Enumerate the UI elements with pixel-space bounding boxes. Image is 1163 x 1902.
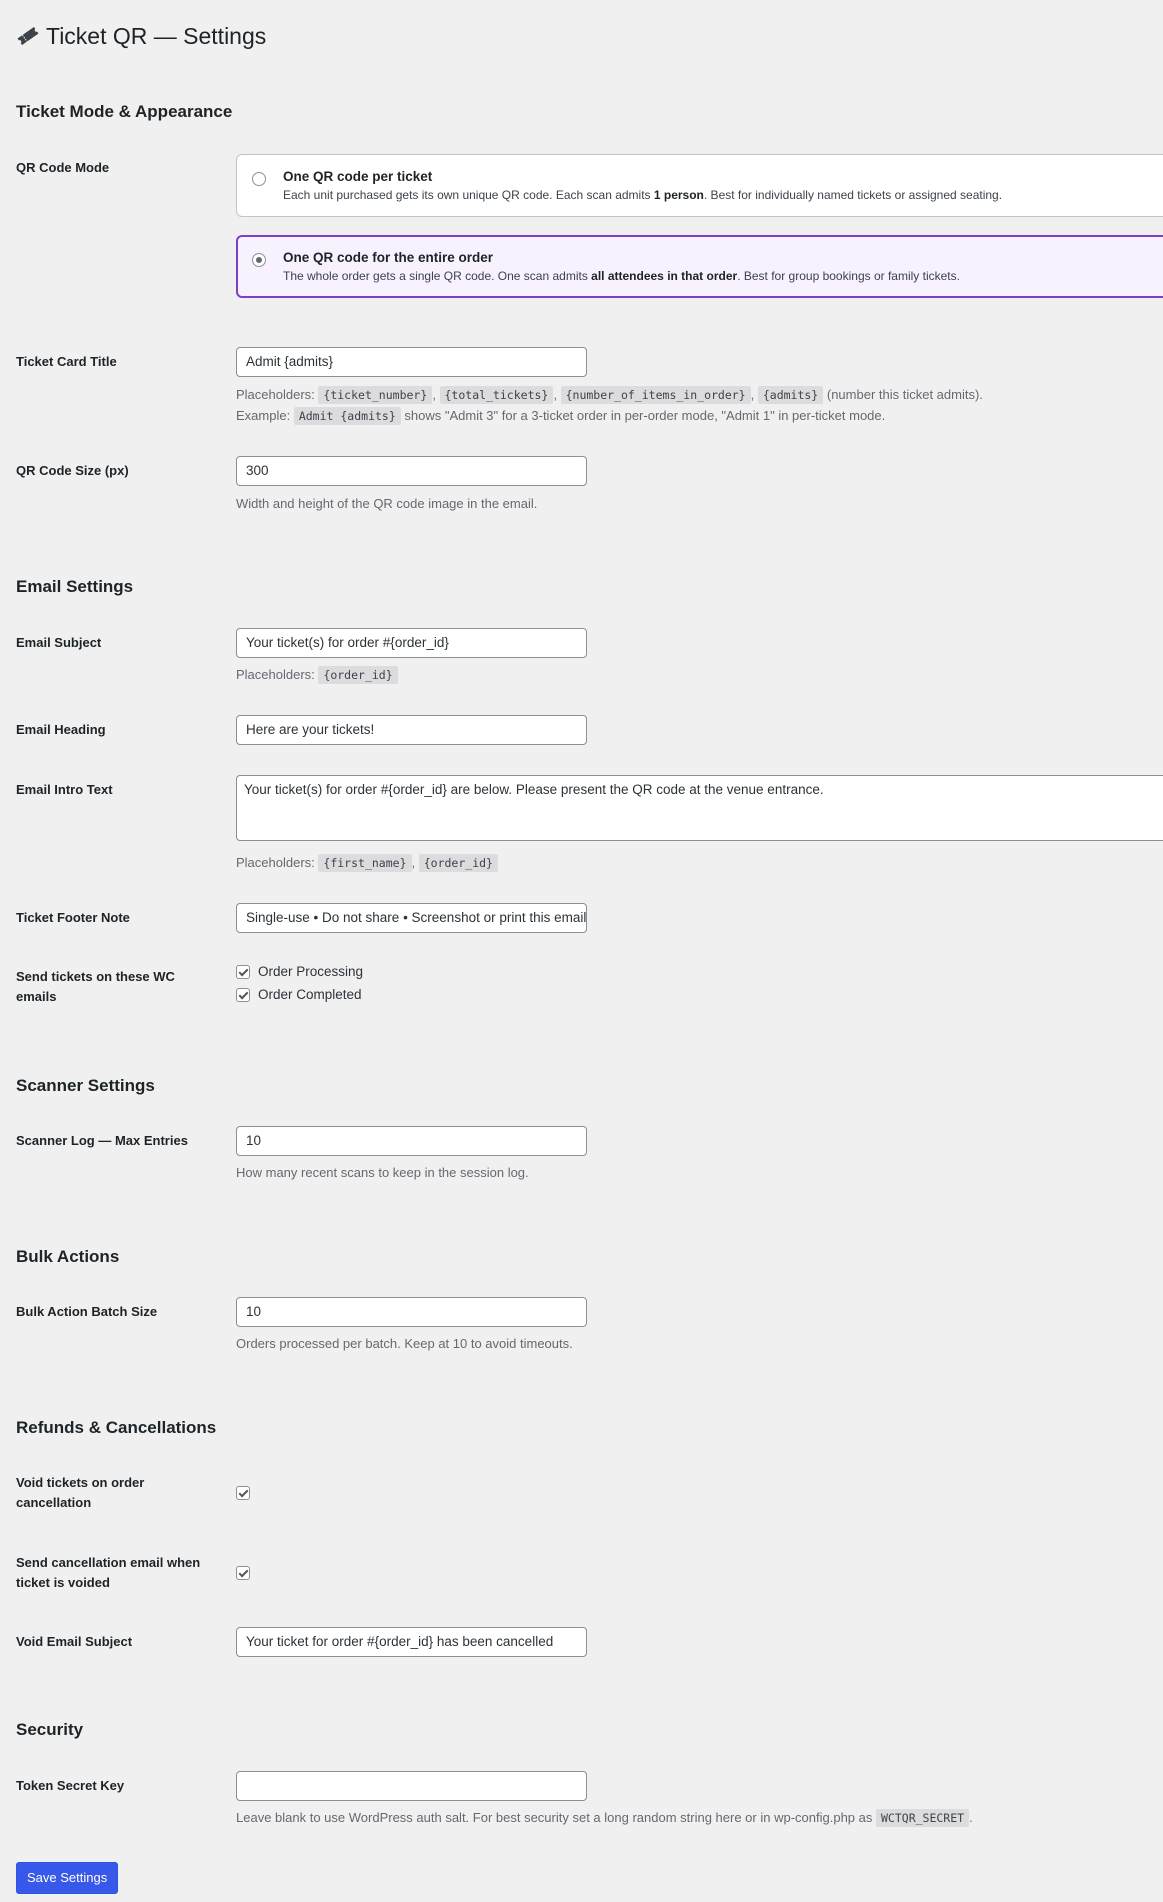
email-intro-placeholders: Placeholders: {first_name} , {order_id} (236, 852, 498, 874)
token-secret-label: Token Secret Key (16, 1778, 125, 1793)
send-on-label: Send tickets on these WC emails (16, 969, 175, 1004)
email-subject-label: Email Subject (16, 635, 102, 650)
footer-note-label: Ticket Footer Note (16, 910, 130, 925)
token-secret-description: Leave blank to use WordPress auth salt. For best security set a long random string here or in wp-config.php as WCTQR_SECRET . (236, 1810, 973, 1825)
placeholder-code: {admits} (758, 386, 823, 404)
checkbox-label: Order Completed (258, 987, 362, 1002)
batch-size-description: Orders processed per batch. Keep at 10 to avoid timeouts. (236, 1336, 573, 1351)
example-code: Admit {admits} (294, 407, 401, 425)
section-title-bulk: Bulk Actions (16, 1247, 120, 1266)
qr-size-input[interactable]: 300 (236, 456, 587, 486)
email-heading-label: Email Heading (16, 722, 106, 737)
page-title-text: Ticket QR — Settings (46, 23, 267, 49)
section-title-mode: Ticket Mode & Appearance (16, 102, 233, 121)
radio-description: Each unit purchased gets its own unique QR code. Each scan admits 1 person. Best for individually named tickets or assigned seating. (283, 188, 1003, 202)
void-on-cancel-label: Void tickets on order cancellation (16, 1475, 145, 1510)
footer-note-input[interactable]: Single-use • Do not share • Screenshot or print this email (236, 903, 587, 933)
send-cancel-email-label: Send cancellation email when ticket is voided (16, 1555, 201, 1590)
token-secret-input[interactable] (236, 1771, 587, 1801)
void-subject-label: Void Email Subject (16, 1634, 133, 1649)
order-processing-checkbox[interactable] (236, 965, 250, 979)
section-title-security: Security (16, 1720, 84, 1739)
card-title-input[interactable]: Admit {admits} (236, 347, 587, 377)
qr-mode-label: QR Code Mode (16, 160, 110, 175)
max-entries-input[interactable]: 10 (236, 1126, 587, 1156)
email-intro-textarea[interactable]: Your ticket(s) for order #{order_id} are below. Please present the QR code at the venue entrance. (236, 775, 1163, 841)
email-heading-input[interactable]: Here are your tickets! (236, 715, 587, 745)
placeholder-code: {number_of_items_in_order} (561, 386, 751, 404)
secret-constant-code: WCTQR_SECRET (876, 1809, 969, 1827)
section-title-refunds: Refunds & Cancellations (16, 1418, 217, 1437)
qr-mode-option-per-order[interactable] (236, 235, 1163, 298)
order-processing-option[interactable] (236, 964, 363, 979)
page-title (16, 20, 266, 52)
qr-size-label: QR Code Size (px) (16, 463, 129, 478)
placeholder-code: {order_id} (318, 666, 397, 684)
qr-mode-option-per-ticket[interactable] (236, 154, 1163, 217)
radio-title: One QR code per ticket (283, 169, 433, 184)
section-title-email: Email Settings (16, 577, 134, 596)
radio-per-ticket[interactable] (252, 172, 266, 186)
void-subject-input[interactable]: Your ticket for order #{order_id} has been cancelled (236, 1627, 587, 1657)
radio-per-order[interactable] (252, 253, 266, 267)
void-on-cancel-checkbox[interactable] (236, 1486, 250, 1500)
email-intro-label: Email Intro Text (16, 782, 113, 797)
email-subject-input[interactable]: Your ticket(s) for order #{order_id} (236, 628, 587, 658)
qr-size-description: Width and height of the QR code image in the email. (236, 496, 538, 511)
placeholder-code: {total_tickets} (440, 386, 554, 404)
send-cancel-email-checkbox[interactable] (236, 1566, 250, 1580)
batch-size-input[interactable]: 10 (236, 1297, 587, 1327)
ticket-icon (16, 24, 40, 48)
placeholder-code: {first_name} (318, 854, 411, 872)
placeholder-code: {order_id} (419, 854, 498, 872)
radio-title: One QR code for the entire order (283, 250, 494, 265)
card-title-placeholders: Placeholders: {ticket_number} , {total_tickets} , {number_of_items_in_order} , {admits} (number this ticket admits). (236, 387, 983, 402)
max-entries-description: How many recent scans to keep in the session log. (236, 1165, 529, 1180)
batch-size-label: Bulk Action Batch Size (16, 1304, 158, 1319)
order-completed-option[interactable] (236, 987, 362, 1002)
card-title-example: Example: Admit {admits} shows "Admit 3" for a 3-ticket order in per-order mode, "Admit 1" in per-ticket mode. (236, 408, 886, 423)
card-title-label: Ticket Card Title (16, 354, 117, 369)
save-settings-button[interactable]: Save Settings (16, 1862, 118, 1894)
email-subject-placeholders: Placeholders: {order_id} (236, 664, 398, 686)
order-completed-checkbox[interactable] (236, 988, 250, 1002)
radio-description: The whole order gets a single QR code. One scan admits all attendees in that order. Best for group bookings or family tickets. (283, 269, 960, 283)
section-title-scanner: Scanner Settings (16, 1076, 155, 1095)
checkbox-label: Order Processing (258, 964, 364, 979)
max-entries-label: Scanner Log — Max Entries (16, 1133, 188, 1148)
placeholder-code: {ticket_number} (318, 386, 432, 404)
